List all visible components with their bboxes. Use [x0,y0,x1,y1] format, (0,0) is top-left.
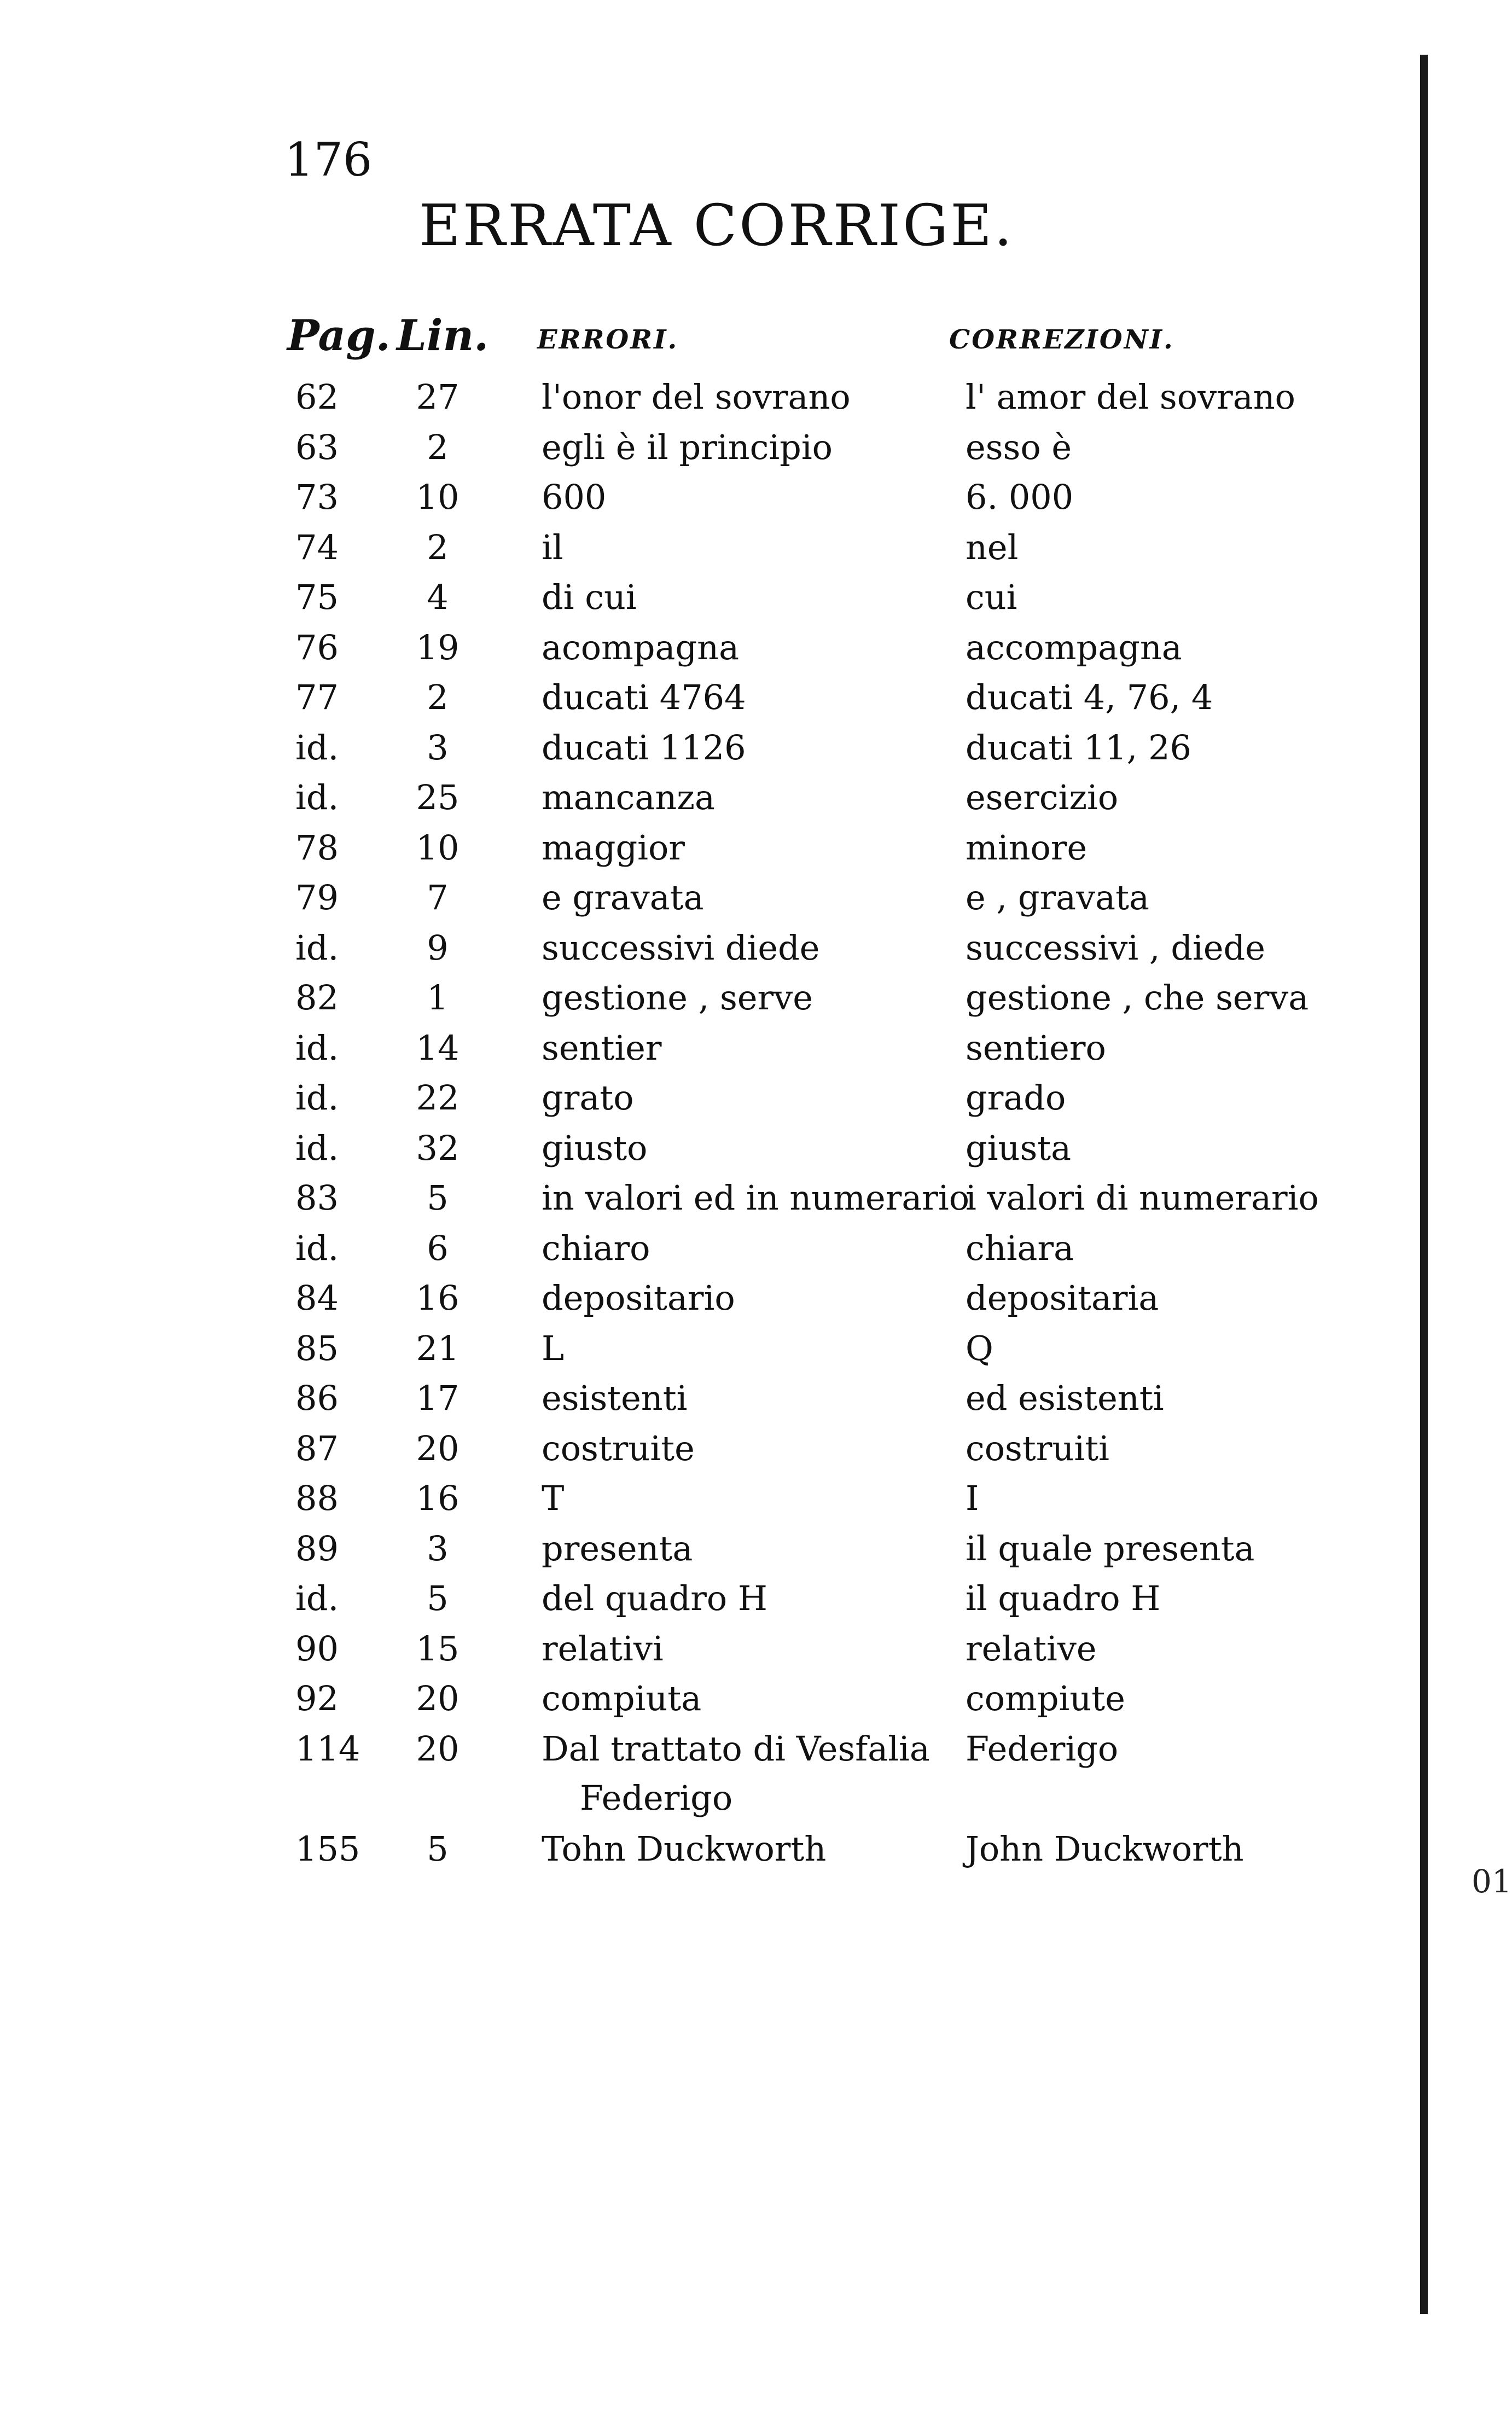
cell-errore: ducati 1126 [542,727,746,768]
cell-correzione: accompagna [966,627,1182,667]
cell-lin: 3 [427,1528,449,1568]
cell-lin: 20 [416,1428,460,1468]
cell-errore: depositario [542,1278,735,1318]
header-lin: Lin. [397,311,489,361]
cell-errore: chiaro [542,1228,650,1268]
table-row [0,927,1422,981]
cell-errore: T [542,1478,565,1518]
errata-table [0,311,1422,1882]
cell-correzione: sentiero [966,1027,1106,1068]
cell-pag: id. [295,1578,339,1618]
cell-correzione: compiute [966,1678,1125,1718]
table-row [0,1478,1422,1532]
table-row [0,1628,1422,1682]
cell-lin: 2 [427,677,449,717]
page-number: 176 [284,133,373,187]
cell-lin: 22 [416,1078,460,1118]
cell-pag: 114 [295,1728,360,1769]
table-header [0,311,1422,380]
cell-errore-line: Dal trattato di Vesfalia [542,1728,930,1769]
table-row [0,1328,1422,1382]
page-title: ERRATA CORRIGE. [418,192,1015,259]
header-pag: Pag. [287,311,391,361]
cell-lin: 20 [416,1728,460,1769]
cell-lin: 7 [427,878,449,917]
cell-correzione: esercizio [966,777,1119,817]
cell-errore: in valori ed in numerario [542,1178,970,1218]
cell-errore: Tohn Duckworth [542,1828,827,1869]
cell-correzione: 6. 000 [966,477,1074,517]
cell-pag: 74 [295,527,339,567]
cell-correzione: ducati 11, 26 [966,727,1191,768]
table-row [0,1027,1422,1082]
cell-errore: L [542,1328,565,1368]
cell-pag: id. [295,777,339,817]
cell-lin: 25 [416,777,460,817]
cell-lin: 10 [416,827,460,868]
binding-fragment: 01 [1472,1863,1512,1900]
header-correzioni: CORREZIONI. [949,324,1174,355]
cell-errore: successivi diede [542,927,820,968]
cell-correzione: Q [966,1328,993,1368]
cell-errore: e gravata [542,878,704,917]
cell-errore-continuation: Federigo [580,1777,733,1818]
cell-lin: 14 [416,1027,460,1068]
cell-correzione: l' amor del sovrano [966,377,1295,417]
cell-correzione: nel [966,527,1019,567]
cell-correzione: depositaria [966,1278,1159,1318]
cell-correzione: il quadro H [966,1578,1161,1618]
table-body [0,377,1422,1882]
cell-pag: id. [295,927,339,968]
cell-errore: relativi [542,1628,664,1669]
cell-lin: 2 [427,427,449,467]
cell-lin: 10 [416,477,460,517]
table-row [0,1178,1422,1231]
cell-errore: costruite [542,1428,695,1468]
cell-errore: maggior [542,827,685,868]
cell-errore [542,1728,930,1818]
cell-errore: del quadro H [542,1578,767,1618]
cell-pag: 63 [295,427,339,467]
table-row [0,978,1422,1031]
cell-lin: 5 [427,1828,449,1869]
cell-errore: mancanza [542,777,715,817]
table-row [0,1528,1422,1582]
table-row [0,1228,1422,1282]
table-row [0,727,1422,781]
cell-lin: 27 [416,377,460,417]
cell-pag: id. [295,1228,339,1268]
table-row [0,1378,1422,1432]
cell-errore: egli è il principio [542,427,833,467]
cell-pag: 79 [295,878,339,917]
cell-lin: 17 [416,1378,460,1418]
cell-lin: 21 [416,1328,460,1368]
cell-pag: 78 [295,827,339,868]
cell-pag: id. [295,1128,339,1168]
cell-correzione: minore [966,827,1088,868]
cell-errore: sentier [542,1027,662,1068]
cell-correzione: costruiti [966,1428,1109,1468]
cell-errore: di cui [542,577,637,617]
cell-lin: 1 [427,978,449,1018]
cell-pag: 83 [295,1178,339,1218]
cell-lin: 6 [427,1228,449,1268]
cell-pag: 77 [295,677,339,717]
cell-pag: 92 [295,1678,339,1718]
cell-correzione: Federigo [966,1728,1119,1769]
table-row [0,1128,1422,1182]
header-errori: ERRORI. [537,324,679,355]
cell-correzione: John Duckworth [966,1828,1244,1869]
cell-correzione: grado [966,1078,1066,1118]
table-row [0,878,1422,931]
cell-correzione: i valori di numerario [966,1178,1319,1218]
cell-lin: 15 [416,1628,460,1669]
cell-correzione: successivi , diede [966,927,1265,968]
cell-correzione: e , gravata [966,878,1149,917]
cell-errore: il [542,527,563,567]
table-row [0,527,1422,581]
table-row [0,427,1422,481]
cell-errore: grato [542,1078,634,1118]
cell-pag: 88 [295,1478,339,1518]
cell-pag: id. [295,1027,339,1068]
cell-lin: 16 [416,1278,460,1318]
cell-errore: giusto [542,1128,648,1168]
cell-lin: 2 [427,527,449,567]
cell-lin: 32 [416,1128,460,1168]
table-row [0,577,1422,631]
table-row [0,627,1422,681]
cell-correzione: esso è [966,427,1072,467]
cell-errore: esistenti [542,1378,688,1418]
cell-pag: 62 [295,377,339,417]
cell-lin: 3 [427,727,449,768]
cell-pag: 73 [295,477,339,517]
cell-pag: 87 [295,1428,339,1468]
cell-lin: 9 [427,927,449,968]
table-row [0,1428,1422,1482]
cell-pag: 84 [295,1278,339,1318]
binding-edge [1420,55,1428,2314]
cell-correzione: cui [966,577,1017,617]
table-row [0,1828,1422,1882]
cell-correzione: ed esistenti [966,1378,1164,1418]
cell-pag: 75 [295,577,339,617]
cell-pag: 85 [295,1328,339,1368]
table-row [0,1728,1422,1832]
cell-pag: id. [295,727,339,768]
table-row [0,1278,1422,1332]
cell-errore: 600 [542,477,607,517]
cell-correzione: il quale presenta [966,1528,1255,1568]
cell-errore: ducati 4764 [542,677,746,717]
cell-errore: acompagna [542,627,740,667]
cell-lin: 5 [427,1178,449,1218]
cell-pag: 89 [295,1528,339,1568]
cell-errore: presenta [542,1528,693,1568]
table-row [0,777,1422,831]
cell-errore: l'onor del sovrano [542,377,851,417]
cell-correzione: chiara [966,1228,1074,1268]
cell-correzione: gestione , che serva [966,978,1309,1018]
table-row [0,827,1422,881]
cell-lin: 20 [416,1678,460,1718]
cell-correzione: relative [966,1628,1097,1669]
cell-pag: 76 [295,627,339,667]
table-row [0,477,1422,531]
cell-lin: 16 [416,1478,460,1518]
cell-pag: id. [295,1078,339,1118]
cell-lin: 4 [427,577,449,617]
cell-lin: 5 [427,1578,449,1618]
cell-errore: gestione , serve [542,978,813,1018]
table-row [0,677,1422,731]
cell-correzione: I [966,1478,979,1518]
cell-correzione: giusta [966,1128,1072,1168]
cell-errore: compiuta [542,1678,702,1718]
table-row [0,1678,1422,1732]
cell-pag: 82 [295,978,339,1018]
cell-pag: 86 [295,1378,339,1418]
table-row [0,1578,1422,1632]
table-row [0,377,1422,431]
cell-correzione: ducati 4, 76, 4 [966,677,1213,717]
table-row [0,1078,1422,1131]
cell-pag: 155 [295,1828,360,1869]
cell-pag: 90 [295,1628,339,1669]
cell-lin: 19 [416,627,460,667]
